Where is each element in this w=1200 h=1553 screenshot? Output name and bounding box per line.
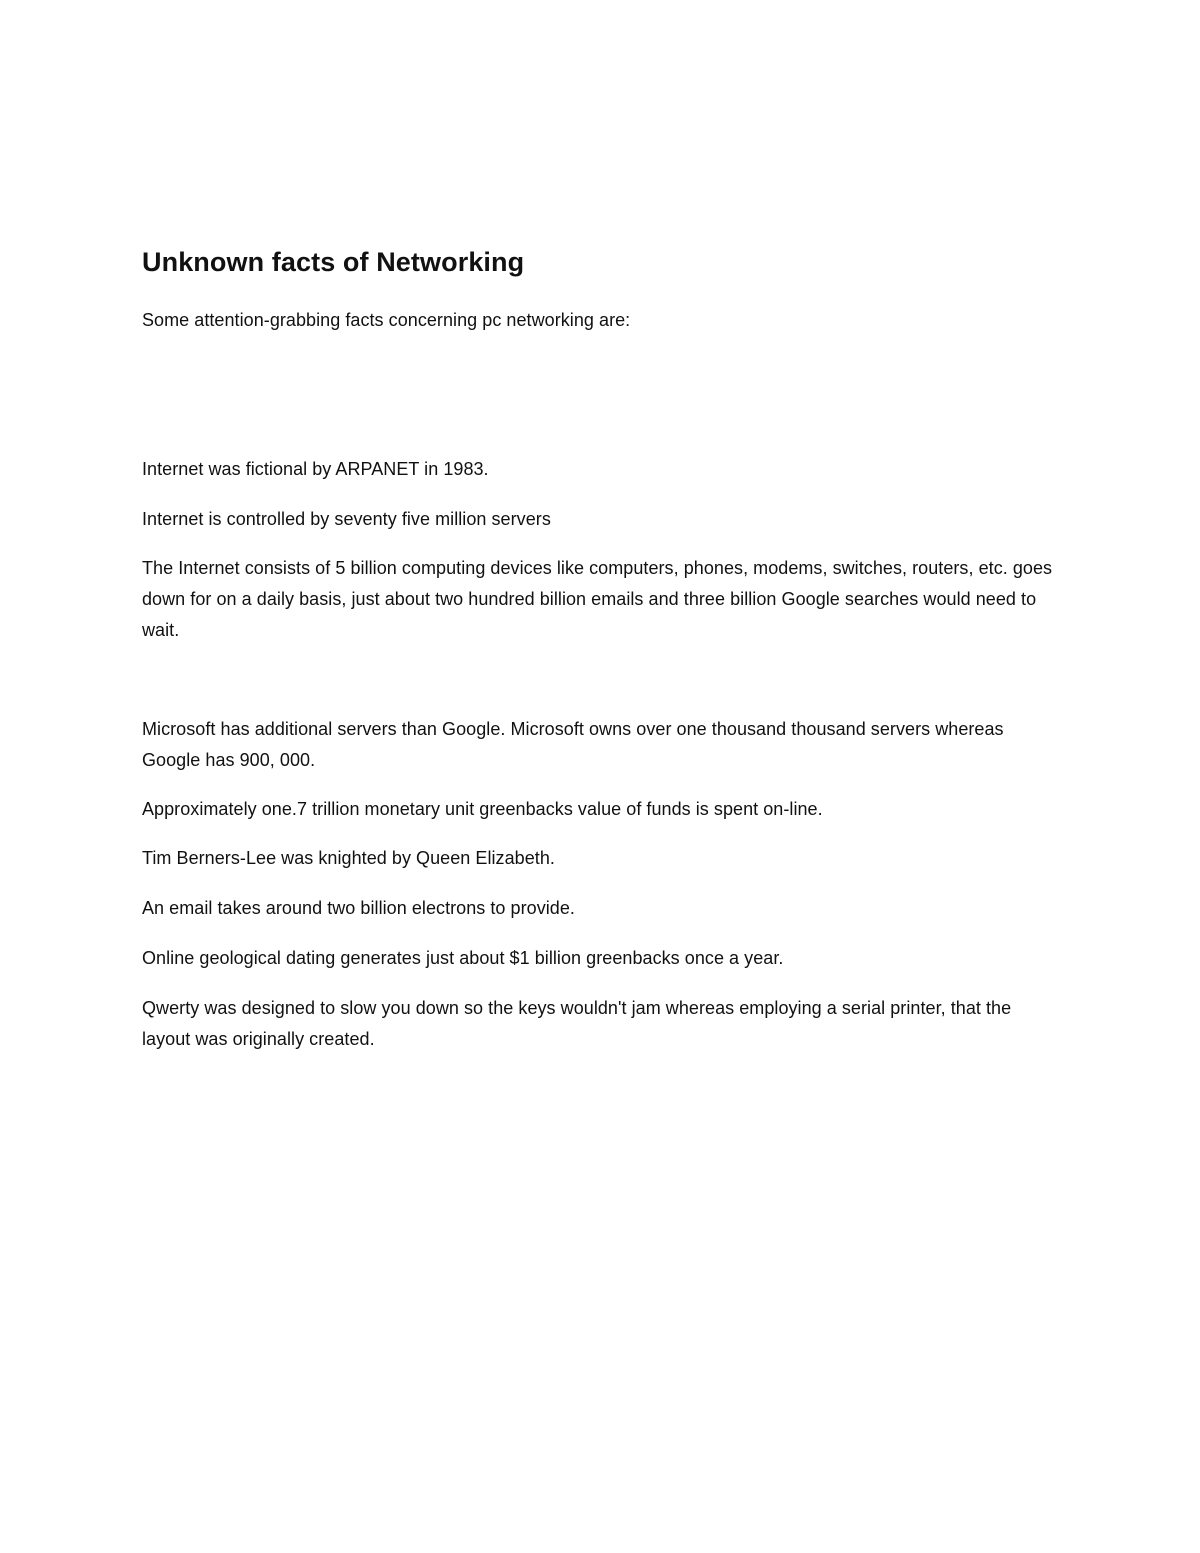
fact-paragraph: Qwerty was designed to slow you down so the keys wouldn't jam whereas employing a serial printer, that the layout was originally created. xyxy=(142,998,1012,1049)
fact-paragraph: Tim Berners-Lee was knighted by Queen Elizabeth. xyxy=(142,848,555,868)
fact-paragraph: An email takes around two billion electrons to provide. xyxy=(142,898,575,918)
fact-paragraph: Online geological dating generates just about $1 billion greenbacks once a year. xyxy=(142,948,784,968)
fact-paragraph: Internet is controlled by seventy five million servers xyxy=(142,509,551,529)
fact-paragraph: Approximately one.7 trillion monetary unit greenbacks value of funds is spent on-line. xyxy=(142,799,823,819)
fact-paragraph: The Internet consists of 5 billion computing devices like computers, phones, modems, switches, routers, etc. goes down for on a daily basis, just about two hundred billion emails and three billion Google searches would need to wait. xyxy=(142,558,1053,640)
document-title: Unknown facts of Networking xyxy=(142,247,525,277)
fact-paragraph: Internet was fictional by ARPANET in 1983. xyxy=(142,459,489,479)
fact-paragraph: Microsoft has additional servers than Google. Microsoft owns over one thousand thousand servers whereas Google has 900, 000. xyxy=(142,719,1004,770)
intro-paragraph: Some attention-grabbing facts concerning pc networking are: xyxy=(142,310,631,330)
